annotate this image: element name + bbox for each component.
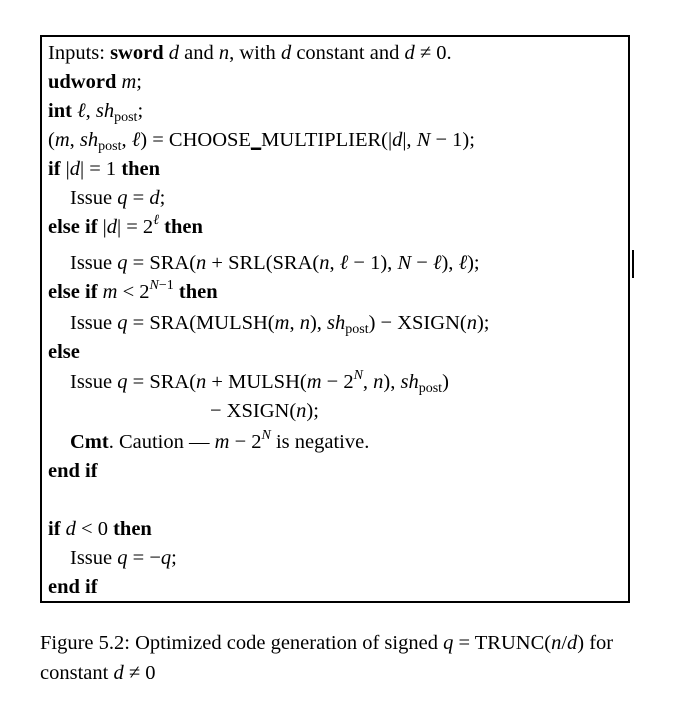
- keyword: then: [113, 518, 152, 540]
- algo-line-2: [48, 68, 142, 96]
- math-var: ℓ: [432, 252, 442, 274]
- text: ,: [362, 371, 374, 393]
- text: . Caution —: [108, 431, 215, 453]
- text: | = 2: [117, 216, 154, 238]
- text: ≠ 0.: [414, 42, 452, 64]
- text: = −: [127, 547, 161, 569]
- math-var: d: [404, 42, 415, 64]
- text: = SRA(: [127, 252, 197, 274]
- keyword: udword: [48, 71, 117, 93]
- math-var: d: [392, 129, 403, 151]
- algo-line-16: [48, 515, 152, 543]
- text: ,: [289, 312, 300, 334]
- text: is negative.: [270, 431, 370, 453]
- superscript: ℓ: [153, 213, 160, 228]
- superscript: N: [149, 278, 159, 293]
- math-var: m: [97, 281, 118, 303]
- math-var: q: [117, 547, 128, 569]
- keyword: then: [178, 281, 218, 303]
- math-var: n: [319, 252, 330, 274]
- math-var: sh: [79, 129, 99, 151]
- function-name: CHOOSE: [168, 129, 251, 151]
- math-var: N: [397, 252, 412, 274]
- text: );: [476, 312, 490, 334]
- math-var: q: [117, 312, 128, 334]
- algo-line-12: [70, 368, 449, 396]
- text: Issue: [70, 371, 118, 393]
- text: ): [442, 371, 449, 393]
- underscore: _: [250, 129, 262, 151]
- math-var: d: [280, 42, 292, 64]
- text: −: [411, 252, 433, 274]
- math-var: d: [69, 158, 81, 180]
- math-var: sh: [400, 371, 419, 393]
- subscript: post: [98, 139, 122, 154]
- text: − XSIGN(: [210, 400, 297, 422]
- math-var: n: [218, 42, 230, 64]
- subscript: post: [418, 381, 443, 396]
- algo-line-1: [48, 39, 452, 67]
- math-var: q: [160, 547, 172, 569]
- math-var: q: [117, 252, 128, 274]
- text: |: [97, 216, 107, 238]
- text: , with: [229, 42, 281, 64]
- keyword: end if: [48, 460, 98, 482]
- overfull-rule-mark: [632, 250, 634, 278]
- algo-line-11: [48, 338, 80, 366]
- text: Issue: [70, 547, 118, 569]
- math-var: d: [60, 518, 76, 540]
- text: ),: [309, 312, 328, 334]
- text: − 2: [321, 371, 354, 393]
- text: < 0: [75, 518, 114, 540]
- math-var: m: [214, 431, 230, 453]
- superscript: −1: [158, 278, 174, 293]
- math-var: n: [296, 400, 307, 422]
- text: − 2: [229, 431, 262, 453]
- text: ,: [329, 252, 340, 274]
- text: =: [127, 187, 150, 209]
- math-var: ℓ: [458, 252, 468, 274]
- math-var: n: [196, 252, 207, 274]
- math-var: m: [116, 71, 137, 93]
- text: − 1),: [348, 252, 398, 274]
- figure-caption: [40, 628, 632, 688]
- caption-text: = TRUNC(: [453, 632, 552, 654]
- text: ;: [171, 547, 177, 569]
- text: + MULSH(: [206, 371, 307, 393]
- text: ) − XSIGN(: [368, 312, 467, 334]
- text: − 1);: [430, 129, 475, 151]
- text: < 2: [117, 281, 150, 303]
- text: |: [60, 158, 70, 180]
- math-var: n: [299, 312, 310, 334]
- text: ),: [441, 252, 459, 274]
- algo-line-15: [48, 457, 98, 485]
- text: Issue: [70, 252, 118, 274]
- keyword: else if: [48, 281, 98, 303]
- math-var: d: [149, 187, 160, 209]
- text: and: [179, 42, 219, 64]
- algorithm-box: [40, 35, 630, 603]
- algo-line-6: [70, 184, 165, 212]
- caption-text: ≠ 0: [123, 662, 156, 684]
- keyword: sword: [110, 42, 164, 64]
- math-var: m: [306, 371, 322, 393]
- caption-text: Figure 5.2: Optimized code generation of signed: [40, 632, 444, 654]
- text: ;: [159, 187, 166, 209]
- text: Inputs:: [48, 42, 111, 64]
- math-var: n: [373, 371, 384, 393]
- text: ,: [69, 129, 80, 151]
- math-var: d: [113, 662, 124, 684]
- algo-line-7: [48, 213, 203, 241]
- caption-text: ) for constant: [40, 632, 614, 684]
- algo-line-8: [70, 249, 480, 277]
- text: | = 1: [80, 158, 122, 180]
- math-var: ℓ: [339, 252, 349, 274]
- subscript: post: [345, 322, 369, 337]
- math-var: N: [416, 129, 431, 151]
- algo-line-18: [48, 573, 98, 601]
- math-var: d: [567, 632, 578, 654]
- text: constant and: [291, 42, 405, 64]
- math-var: n: [466, 312, 477, 334]
- algo-line-10: [70, 309, 489, 337]
- caption-text: /: [561, 632, 568, 654]
- text: + SRL(SRA(: [206, 252, 320, 274]
- math-var: d: [106, 216, 118, 238]
- keyword: then: [164, 216, 203, 238]
- algo-line-13: [210, 397, 319, 425]
- text: Issue: [70, 312, 118, 334]
- text: |,: [402, 129, 417, 151]
- math-var: d: [163, 42, 179, 64]
- text: );: [306, 400, 319, 422]
- superscript: N: [261, 428, 271, 443]
- superscript: N: [353, 368, 363, 383]
- math-var: q: [117, 187, 128, 209]
- math-var: m: [54, 129, 70, 151]
- text: Issue: [70, 187, 118, 209]
- algo-line-4: [48, 126, 475, 154]
- text: );: [467, 252, 480, 274]
- math-var: q: [443, 632, 454, 654]
- math-var: n: [551, 632, 562, 654]
- math-var: ℓ: [71, 100, 86, 122]
- math-var: ℓ: [131, 129, 141, 151]
- keyword: int: [48, 100, 72, 122]
- function-name: MULTIPLIER(|: [261, 129, 393, 151]
- math-var: q: [117, 371, 128, 393]
- keyword: then: [121, 158, 161, 180]
- text: = SRA(MULSH(: [127, 312, 275, 334]
- text: ),: [383, 371, 401, 393]
- text: ;: [136, 71, 142, 93]
- keyword: else: [48, 341, 80, 363]
- keyword: Cmt: [70, 431, 109, 453]
- keyword: if: [48, 158, 61, 180]
- subscript: post: [114, 110, 138, 125]
- keyword: else if: [48, 216, 98, 238]
- keyword: end if: [48, 576, 98, 598]
- text: ;: [137, 100, 144, 122]
- algo-line-14: [70, 428, 369, 456]
- text: (: [48, 129, 55, 151]
- math-var: n: [196, 371, 207, 393]
- algo-line-5: [48, 155, 160, 183]
- text: ) =: [140, 129, 169, 151]
- text: ,: [121, 129, 132, 151]
- math-var: sh: [95, 100, 115, 122]
- algo-line-3: [48, 97, 143, 125]
- text: ,: [85, 100, 96, 122]
- algo-line-9: [48, 278, 218, 306]
- math-var: m: [274, 312, 290, 334]
- math-var: sh: [327, 312, 346, 334]
- algo-line-17: [70, 544, 177, 572]
- text: = SRA(: [127, 371, 197, 393]
- keyword: if: [48, 518, 61, 540]
